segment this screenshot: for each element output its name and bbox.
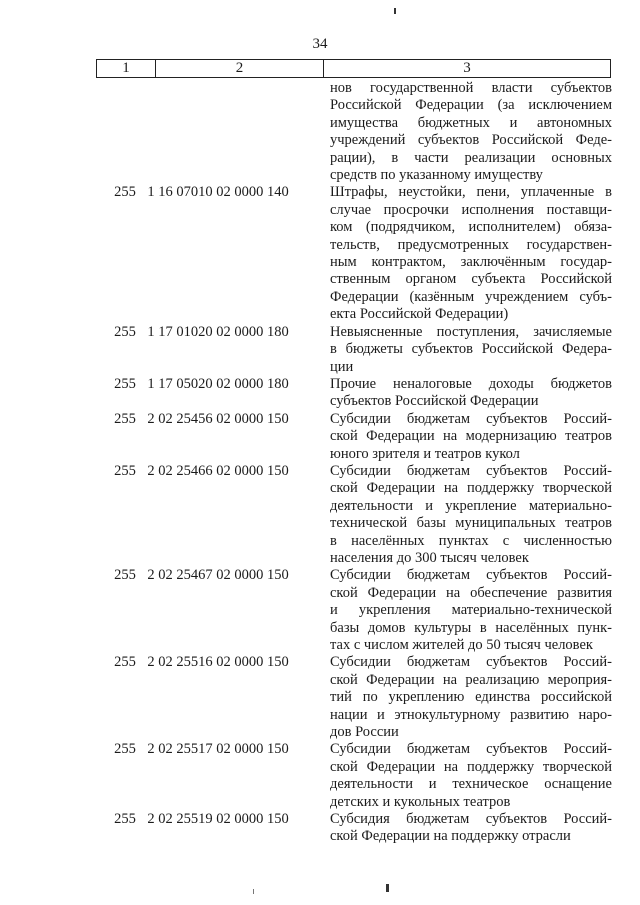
income-description	[330, 567, 612, 654]
description-line: в бюджеты субъектов Российской Федера-	[330, 341, 612, 358]
description-line: случае просрочки исполнения поставщи-	[330, 201, 612, 218]
table-row	[0, 567, 640, 654]
income-description	[330, 324, 612, 376]
description-line: субъектов Российской Федерации	[330, 393, 539, 410]
table-row	[0, 654, 640, 741]
description-line: Российской Федерации (за исключением	[330, 97, 612, 114]
budget-classification-code: 2 02 25516 02 0000 150	[147, 654, 289, 671]
income-description	[330, 411, 612, 463]
description-line: дов России	[330, 724, 399, 741]
row-code-cell	[0, 811, 136, 828]
description-line: деятельности и укрепление материально-	[330, 497, 612, 514]
description-line: в населённых пунктах с численностью	[330, 532, 612, 549]
table-row	[0, 741, 640, 811]
description-line: Субсидии бюджетам субъектов Россий-	[330, 654, 612, 671]
description-line: имущества бюджетных и автономных	[330, 114, 612, 131]
description-line: ской Федерации на поддержку творческой	[330, 480, 612, 497]
table-row	[0, 376, 640, 411]
budget-classification-code: 2 02 25456 02 0000 150	[147, 410, 289, 427]
header-col-2: 2	[156, 60, 324, 78]
description-line: детских и кукольных театров	[330, 793, 511, 810]
description-line: Штрафы, неустойки, пени, уплаченные в	[330, 184, 612, 201]
table-row	[0, 463, 640, 567]
description-line: ком (подрядчиком, исполнителем) обяза-	[330, 219, 612, 236]
admin-code: 255	[114, 741, 136, 758]
description-line: Субсидии бюджетам субъектов Россий-	[330, 410, 612, 427]
row-code-cell	[0, 80, 100, 97]
table-row	[0, 80, 640, 184]
budget-classification-code: 2 02 25517 02 0000 150	[147, 741, 289, 758]
table-row	[0, 411, 640, 463]
budget-classification-code: 2 02 25519 02 0000 150	[147, 811, 289, 828]
description-line: ской Федерации на поддержку творческой	[330, 758, 612, 775]
admin-code: 255	[114, 811, 136, 828]
description-line: населения до 300 тысяч человек	[330, 549, 529, 566]
income-description	[330, 184, 612, 323]
description-line: нации и этнокультурному развитию наро-	[330, 706, 612, 723]
description-line: учреждений субъектов Российской Феде-	[330, 132, 612, 149]
row-code-cell	[0, 323, 136, 341]
table-header	[96, 59, 611, 78]
row-code-cell	[0, 375, 136, 393]
description-line: Субсидии бюджетам субъектов Россий-	[330, 462, 612, 479]
scan-mark-bottom	[386, 884, 389, 892]
description-line: ской Федерации на модернизацию театров	[330, 428, 612, 445]
description-line: тах с числом жителей до 50 тысяч человек	[330, 637, 593, 653]
budget-classification-code: 1 17 01020 02 0000 180	[147, 323, 289, 340]
description-line: ным контрактом, заключённым государ-	[330, 254, 612, 271]
admin-code: 255	[114, 410, 136, 427]
description-line: Федерации (казённым учреждением субъ-	[330, 288, 612, 305]
row-code-cell	[0, 741, 136, 758]
description-line: ственным органом субъекта Российской	[330, 271, 612, 288]
header-col-1: 1	[97, 60, 156, 78]
admin-code: 255	[114, 375, 136, 392]
income-description	[330, 741, 612, 811]
scan-mark-bottom-small	[253, 889, 254, 894]
page-number: 34	[312, 36, 328, 52]
admin-code: 255	[114, 323, 136, 340]
table-row	[0, 184, 640, 323]
description-line: технической базы муниципальных театров	[330, 515, 612, 532]
budget-classification-code: 1 16 07010 02 0000 140	[147, 184, 289, 201]
row-code-cell	[0, 654, 136, 671]
description-line: Субсидии бюджетам субъектов Россий-	[330, 567, 612, 584]
scan-mark-top	[394, 8, 396, 14]
description-line: тий по укреплению единства российской	[330, 689, 612, 706]
description-line: ской Федерации на реализацию мероприя-	[330, 671, 612, 688]
income-description	[330, 463, 612, 567]
table-row	[0, 324, 640, 376]
budget-classification-code: 2 02 25467 02 0000 150	[147, 567, 289, 584]
description-line: ской Федерации на обеспечение развития	[330, 584, 612, 601]
description-line: ции	[330, 358, 354, 375]
row-code-cell	[0, 410, 136, 428]
admin-code: 255	[114, 567, 136, 584]
description-line: и укрепления материально-технической	[330, 602, 612, 619]
description-line: тельств, предусмотренных государствен-	[330, 236, 612, 253]
header-col-3: 3	[324, 60, 611, 78]
table-body	[0, 80, 640, 846]
description-line: средств по указанному имуществу	[330, 167, 543, 184]
description-line: рации), в части реализации основных	[330, 149, 612, 166]
description-line: екта Российской Федерации)	[330, 306, 509, 323]
admin-code: 255	[114, 654, 136, 671]
description-line: юного зрителя и театров кукол	[330, 445, 520, 462]
budget-classification-code: 2 02 25466 02 0000 150	[147, 462, 289, 479]
description-line: нов государственной власти субъектов	[330, 80, 612, 96]
row-code-cell	[0, 184, 136, 201]
income-description	[330, 654, 612, 741]
description-line: Невыясненные поступления, зачисляемые	[330, 323, 612, 340]
description-line: базы домов культуры в населённых пунк-	[330, 619, 612, 636]
description-line: ской Федерации на поддержку отрасли	[330, 828, 571, 845]
budget-classification-code: 1 17 05020 02 0000 180	[147, 375, 289, 392]
admin-code: 255	[114, 462, 136, 479]
income-description	[330, 811, 612, 846]
row-code-cell	[0, 567, 136, 584]
description-line: Прочие неналоговые доходы бюджетов	[330, 375, 612, 392]
admin-code: 255	[114, 184, 136, 201]
description-line: Субсидии бюджетам субъектов Россий-	[330, 741, 612, 758]
income-description	[330, 376, 612, 411]
row-code-cell	[0, 462, 136, 480]
table-row	[0, 811, 640, 846]
description-line: Субсидия бюджетам субъектов Россий-	[330, 811, 612, 828]
description-line: деятельности и техническое оснащение	[330, 776, 612, 793]
income-description	[330, 80, 612, 184]
